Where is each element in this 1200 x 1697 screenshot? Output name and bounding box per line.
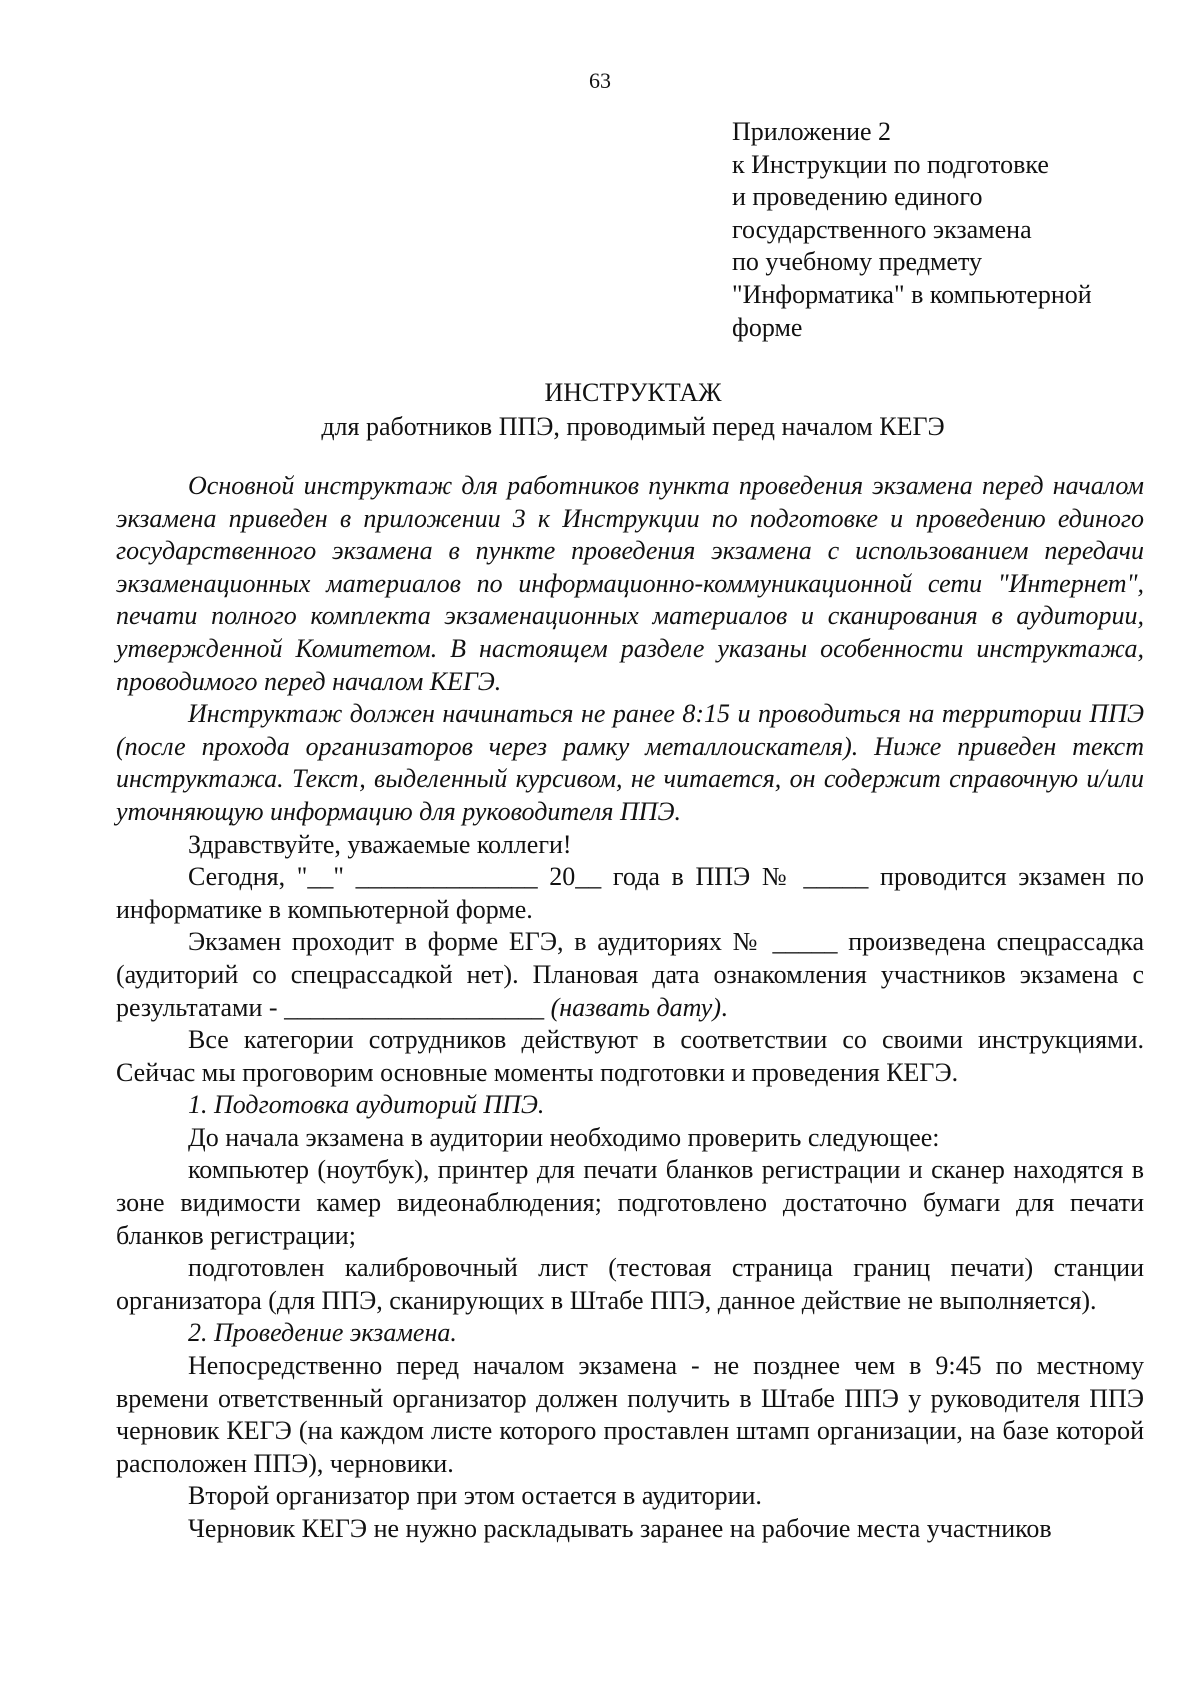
exam-form-italic-note: (назвать дату) [550,992,721,1022]
title-subheading: для работников ППЭ, проводимый перед началом КЕГЭ [321,412,945,441]
appendix-line: к Инструкции по подготовке [732,149,1049,179]
section-heading-conduct: 2. Проведение экзамена. [188,1318,457,1348]
appendix-note [732,116,1092,344]
appendix-line: "Информатика" в компьютерной [732,279,1092,309]
paragraph-exam-date: Сегодня, "__" ______________ 20__ года в ППЭ № _____ проводится экзамен по информатике в компьютерной форме. [116,862,1144,924]
appendix-line: форме [732,312,803,342]
appendix-line: государственного экзамена [732,214,1032,244]
appendix-line: и проведению единого [732,182,983,212]
paragraph-greeting: Здравствуйте, уважаемые коллеги! [188,829,572,859]
exam-form-text: Экзамен проходит в форме ЕГЭ, в аудиториях № _____ произведена спецрассадка (аудиторий со спецрассадкой нет). Плановая дата ознакомления участников экзамена с результатами - ____________________ [116,927,1144,1022]
paragraph-draft-receipt: Непосредственно перед началом экзамена - не позднее чем в 9:45 по местному времени ответственный организатор должен получить в Штабе ППЭ у руководителя ППЭ черновик КЕГЭ (на каждом листе которого проставлен штамп организации, на базе которой расположен ППЭ), черновики. [116,1351,1144,1478]
appendix-line: по учебному предмету [732,247,982,277]
paragraph-staff-categories: Все категории сотрудников действуют в соответствии со своими инструкциями. Сейчас мы проговорим основные моменты подготовки и проведения КЕГЭ. [116,1025,1144,1087]
exam-form-end: . [720,992,728,1022]
paragraph-exam-form [116,926,1144,1024]
paragraph-intro: Основной инструктаж для работников пункта проведения экзамена перед началом экзамена приведен в приложении 3 к Инструкции по подготовке и проведению единого государственного экзамена в пункте проведения экзамена с использованием передачи экзаменационных материалов по информационно-коммуникационной сети "Интернет", печати полного комплекта экзаменационных материалов и сканирования в аудитории, утвержденной Комитетом. В настоящем разделе указаны особенности инструктажа, проводимого перед началом КЕГЭ. [116,471,1144,696]
paragraph-instruction-timing: Инструктаж должен начинаться не ранее 8:15 и проводиться на территории ППЭ (после прохода организаторов через рамку металлоискателя). Ниже приведен текст инструктажа. Текст, выделенный курсивом, не читается, он содержит справочную и/или уточняющую информацию для руководителя ППЭ. [116,699,1144,826]
page-number: 63 [589,68,611,93]
document-title [0,376,1200,444]
document-body [116,470,1144,1546]
section-heading-preparation: 1. Подготовка аудиторий ППЭ. [188,1090,545,1120]
paragraph-check-list-intro: До начала экзамена в аудитории необходимо проверить следующее: [188,1122,940,1152]
appendix-line: Приложение 2 [732,117,892,146]
title-heading: ИНСТРУКТАЖ [544,378,722,407]
paragraph-calibration-sheet: подготовлен калибровочный лист (тестовая страница границ печати) станции организатора (для ППЭ, сканирующих в Штабе ППЭ, данное действие не выполняется). [116,1253,1144,1315]
paragraph-second-organizer: Второй организатор при этом остается в аудитории. [188,1481,762,1511]
paragraph-equipment-check: компьютер (ноутбук), принтер для печати бланков регистрации и сканер находятся в зоне видимости камер видеонаблюдения; подготовлено достаточно бумаги для печати бланков регистрации; [116,1155,1144,1250]
paragraph-draft-distribution: Черновик КЕГЭ не нужно раскладывать заранее на рабочие места участников [188,1514,1052,1543]
